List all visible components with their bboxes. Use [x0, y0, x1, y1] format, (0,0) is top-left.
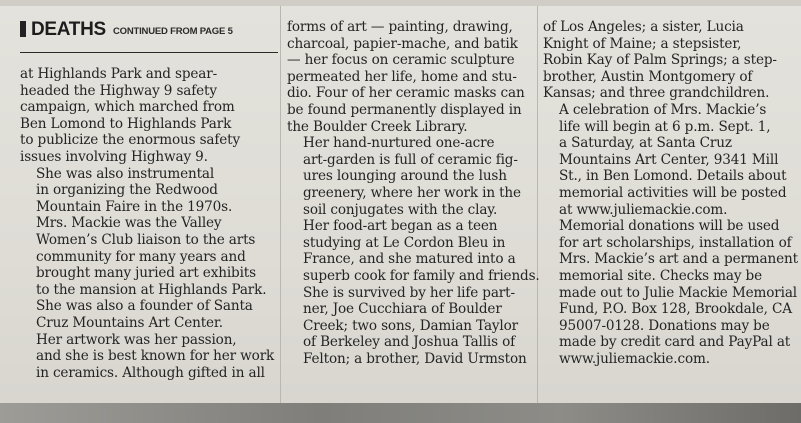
text-line: Mrs. Mackie’s art and a permanent: [559, 251, 798, 268]
text-line: www.juliemackie.com.: [559, 350, 710, 367]
text-line: of Berkeley and Joshua Tallis of: [303, 334, 516, 351]
text-line: the Boulder Creek Library.: [287, 118, 468, 135]
text-line: Mrs. Mackie was the Valley: [36, 215, 222, 232]
text-line: A celebration of Mrs. Mackie’s: [559, 101, 767, 118]
text-line: life will begin at 6 p.m. Sept. 1,: [559, 118, 771, 135]
text-line: campaign, which marched from: [20, 99, 235, 116]
text-line: Cruz Mountains Art Center.: [36, 314, 223, 331]
text-line: soil conjugates with the clay.: [303, 201, 498, 218]
continued-note: CONTINUED FROM PAGE 5: [113, 26, 233, 37]
column-rule: [537, 6, 538, 406]
text-line: France, and she matured into a: [303, 251, 516, 268]
text-line: Mountains Art Center, 9341 Mill: [559, 151, 779, 168]
text-line: at www.juliemackie.com.: [559, 201, 728, 218]
text-line: Fund, P.O. Box 128, Brookdale, CA: [559, 301, 792, 318]
text-line: memorial site. Checks may be: [559, 267, 762, 284]
text-line: brother, Austin Montgomery of: [543, 68, 753, 85]
text-line: Her artwork was her passion,: [36, 331, 237, 348]
text-line: at Highlands Park and spear-: [20, 66, 218, 82]
text-line: Knight of Maine; a stepsister,: [543, 35, 742, 52]
text-line: Robin Kay of Palm Springs; a step-: [543, 52, 777, 69]
text-line: Mountain Faire in the 1970s.: [36, 198, 233, 215]
text-line: studying at Le Cordon Bleu in: [303, 234, 506, 251]
text-line: and she is best known for her work: [36, 348, 275, 365]
text-line: Memorial donations will be used: [559, 218, 780, 235]
article-paragraph: [543, 218, 798, 367]
text-line: St., in Ben Lomond. Details about: [559, 168, 787, 185]
text-line: memorial activities will be posted: [559, 184, 787, 201]
text-line: She is survived by her life part-: [303, 284, 515, 301]
text-line: 95007-0128. Donations may be: [559, 317, 770, 334]
page-edge-bottom: [0, 403, 801, 423]
text-line: Her hand-nurtured one-acre: [303, 135, 495, 152]
text-line: headed the Highway 9 safety: [20, 82, 217, 99]
text-line: greenery, where her work in the: [303, 184, 521, 201]
article-paragraph: [543, 19, 795, 102]
text-line: art-garden is full of ceramic fig-: [303, 151, 518, 168]
article-paragraph: [287, 218, 540, 284]
text-line: Women’s Club liaison to the arts: [36, 231, 256, 248]
page-edge-top: [0, 0, 801, 6]
text-line: to publicize the enormous safety: [20, 132, 241, 149]
article-paragraph: [20, 332, 280, 382]
column-rule: [280, 6, 281, 406]
section-header: [20, 18, 278, 53]
article-paragraph: [543, 102, 795, 218]
article-column-2: [287, 19, 540, 367]
article-paragraph: [20, 66, 280, 166]
text-line: Felton; a brother, David Urmston: [303, 350, 527, 367]
article-paragraph: [287, 285, 535, 368]
article-column-1: [20, 66, 280, 381]
text-line: Ben Lomond to Highlands Park: [20, 115, 232, 132]
text-line: community for many years and: [36, 248, 246, 265]
text-line: Creek; two sons, Damian Taylor: [303, 317, 519, 334]
text-line: for art scholarships, installation of: [559, 234, 792, 251]
text-line: made by credit card and PayPal at: [559, 334, 791, 351]
text-line: made out to Julie Mackie Memorial: [559, 284, 797, 301]
text-line: of Los Angeles; a sister, Lucia: [543, 19, 744, 35]
section-marker: [20, 21, 26, 37]
text-line: forms of art — painting, drawing,: [287, 19, 513, 35]
text-line: ures lounging around the lush: [303, 168, 507, 185]
text-line: brought many juried art exhibits: [36, 265, 256, 282]
article-paragraph: [287, 135, 535, 218]
section-title: DEATHS: [31, 19, 106, 40]
text-line: issues involving Highway 9.: [20, 148, 208, 165]
text-line: — her focus on ceramic sculpture: [287, 52, 515, 69]
text-line: Her food-art began as a teen: [303, 218, 498, 235]
text-line: to the mansion at Highlands Park.: [36, 281, 267, 298]
text-line: charcoal, papier-mache, and batik: [287, 35, 518, 52]
text-line: dio. Four of her ceramic masks can: [287, 85, 525, 102]
text-line: in ceramics. Although gifted in all: [36, 364, 265, 381]
text-line: a Saturday, at Santa Cruz: [559, 135, 732, 152]
text-line: superb cook for family and friends.: [303, 267, 540, 284]
text-line: permeated her life, home and stu-: [287, 68, 517, 85]
text-line: be found permanently displayed in: [287, 101, 522, 118]
text-line: She was also a founder of Santa: [36, 298, 253, 315]
article-paragraph: [20, 215, 280, 331]
article-paragraph: [287, 19, 535, 135]
text-line: ner, Joe Cucchiara of Boulder: [303, 301, 502, 318]
text-line: She was also instrumental: [36, 165, 215, 182]
article-paragraph: [20, 166, 280, 216]
text-line: in organizing the Redwood: [36, 182, 218, 199]
text-line: Kansas; and three grandchildren.: [543, 85, 770, 102]
article-column-3: [543, 19, 798, 367]
